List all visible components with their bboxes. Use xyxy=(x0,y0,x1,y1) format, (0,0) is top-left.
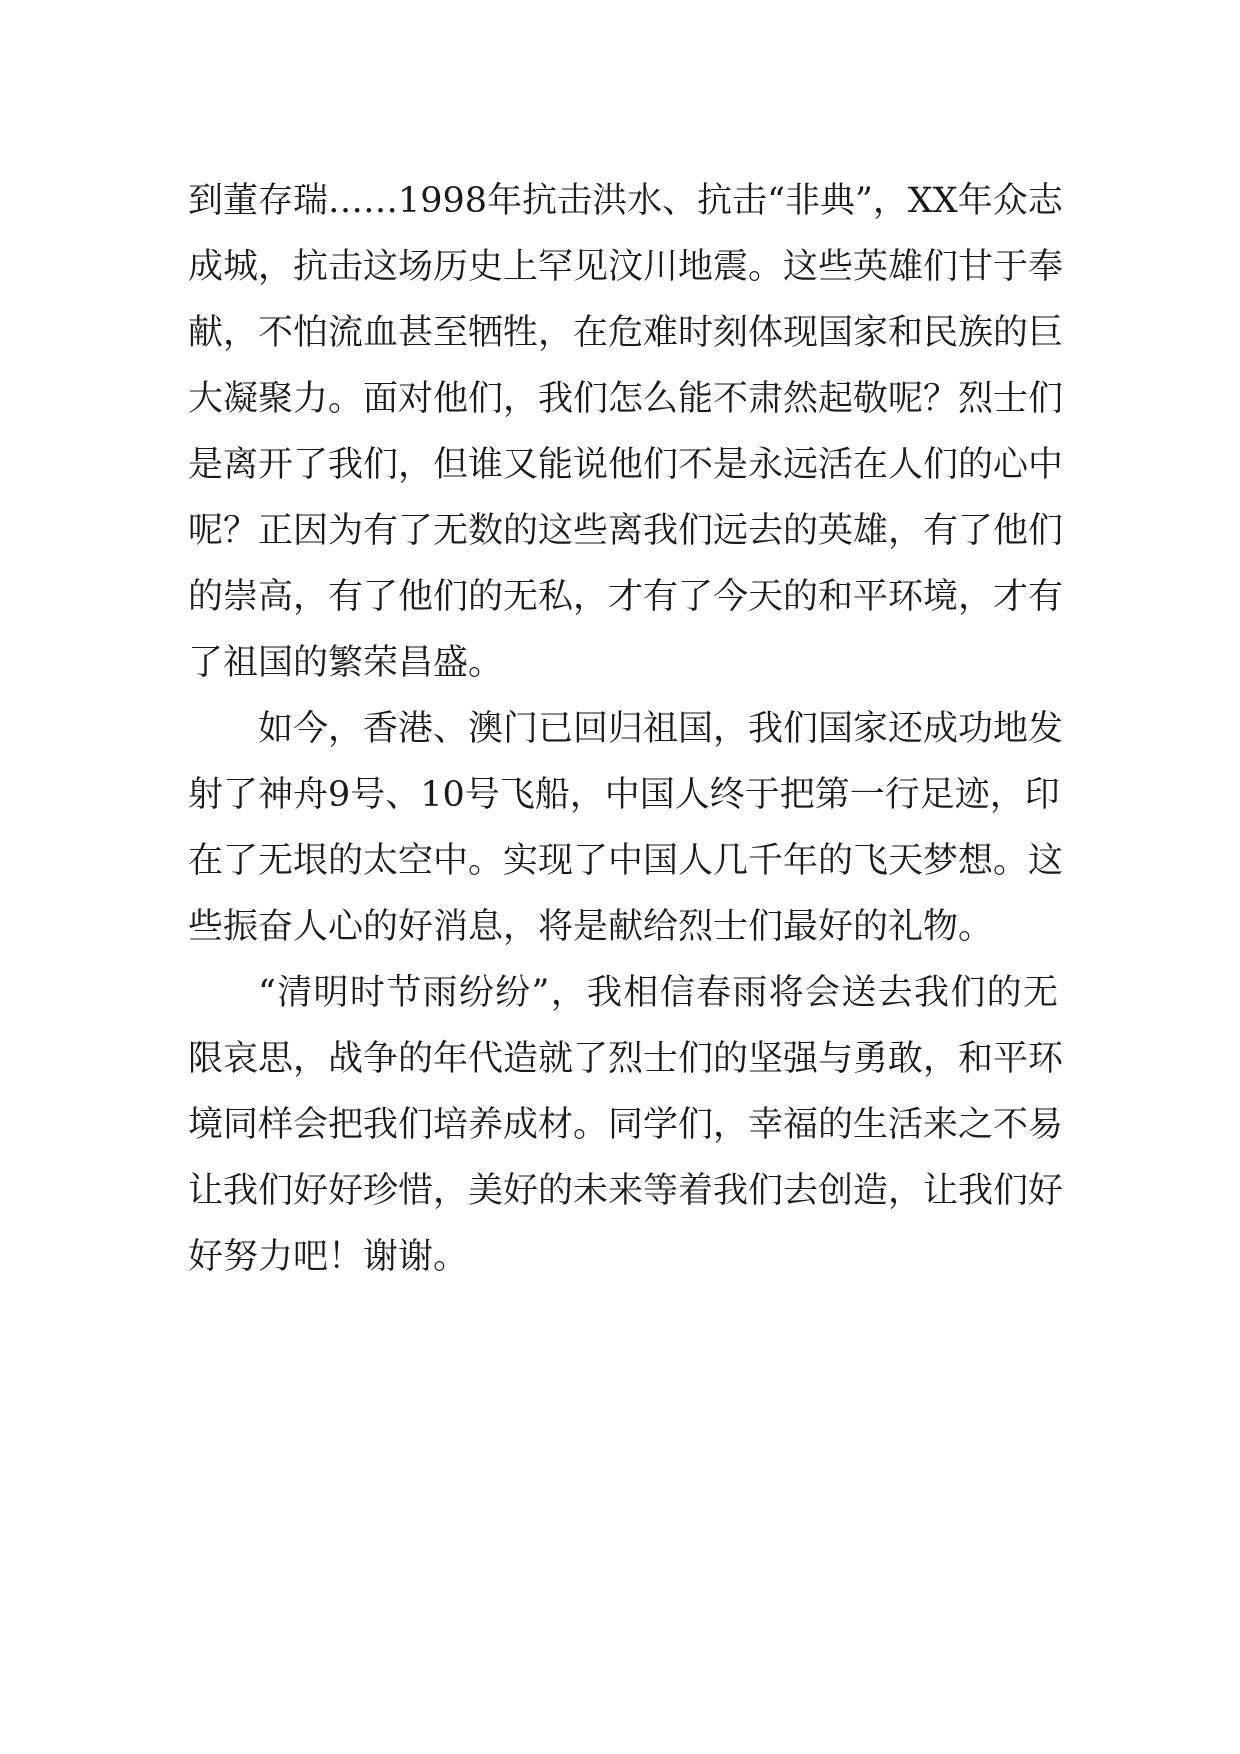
body-text-line: 献，不怕流血甚至牺牲，在危难时刻体现国家和民族的巨 xyxy=(188,313,1064,353)
body-text-line: 是离开了我们，但谁又能说他们不是永远活在人们的心中 xyxy=(188,445,1064,485)
body-text-line: 呢？正因为有了无数的这些离我们远去的英雄，有了他们 xyxy=(188,511,1064,551)
body-text-line: 好努力吧！谢谢。 xyxy=(188,1237,469,1277)
body-text-line: 让我们好好珍惜，美好的未来等着我们去创造，让我们好 xyxy=(188,1171,1064,1211)
body-text-line: 大凝聚力。面对他们，我们怎么能不肃然起敬呢？烈士们 xyxy=(188,379,1064,419)
body-text-line: 限哀思，战争的年代造就了烈士们的坚强与勇敢，和平环 xyxy=(188,1039,1064,1079)
body-text-line: 在了无垠的太空中。实现了中国人几千年的飞天梦想。这 xyxy=(188,841,1064,881)
body-text-line: 射了神舟9号、10号飞船，中国人终于把第一行足迹，印 xyxy=(188,775,1060,815)
body-text-line: 到董存瑞……1998年抗击洪水、抗击“非典”，XX年众志 xyxy=(188,181,1063,221)
paragraph-first-line: 如今，香港、澳门已回归祖国，我们国家还成功地发 xyxy=(258,709,1064,749)
body-text-line: 境同样会把我们培养成材。同学们，幸福的生活来之不易 xyxy=(188,1105,1064,1145)
body-text-line: 成城，抗击这场历史上罕见汶川地震。这些英雄们甘于奉 xyxy=(188,247,1064,287)
body-text-line: 的崇高，有了他们的无私，才有了今天的和平环境，才有 xyxy=(188,577,1064,617)
paragraph-first-line: “清明时节雨纷纷”，我相信春雨将会送去我们的无 xyxy=(258,973,1058,1013)
body-text-line: 了祖国的繁荣昌盛。 xyxy=(188,643,504,683)
body-text-line: 些振奋人心的好消息，将是献给烈士们最好的礼物。 xyxy=(188,907,994,947)
